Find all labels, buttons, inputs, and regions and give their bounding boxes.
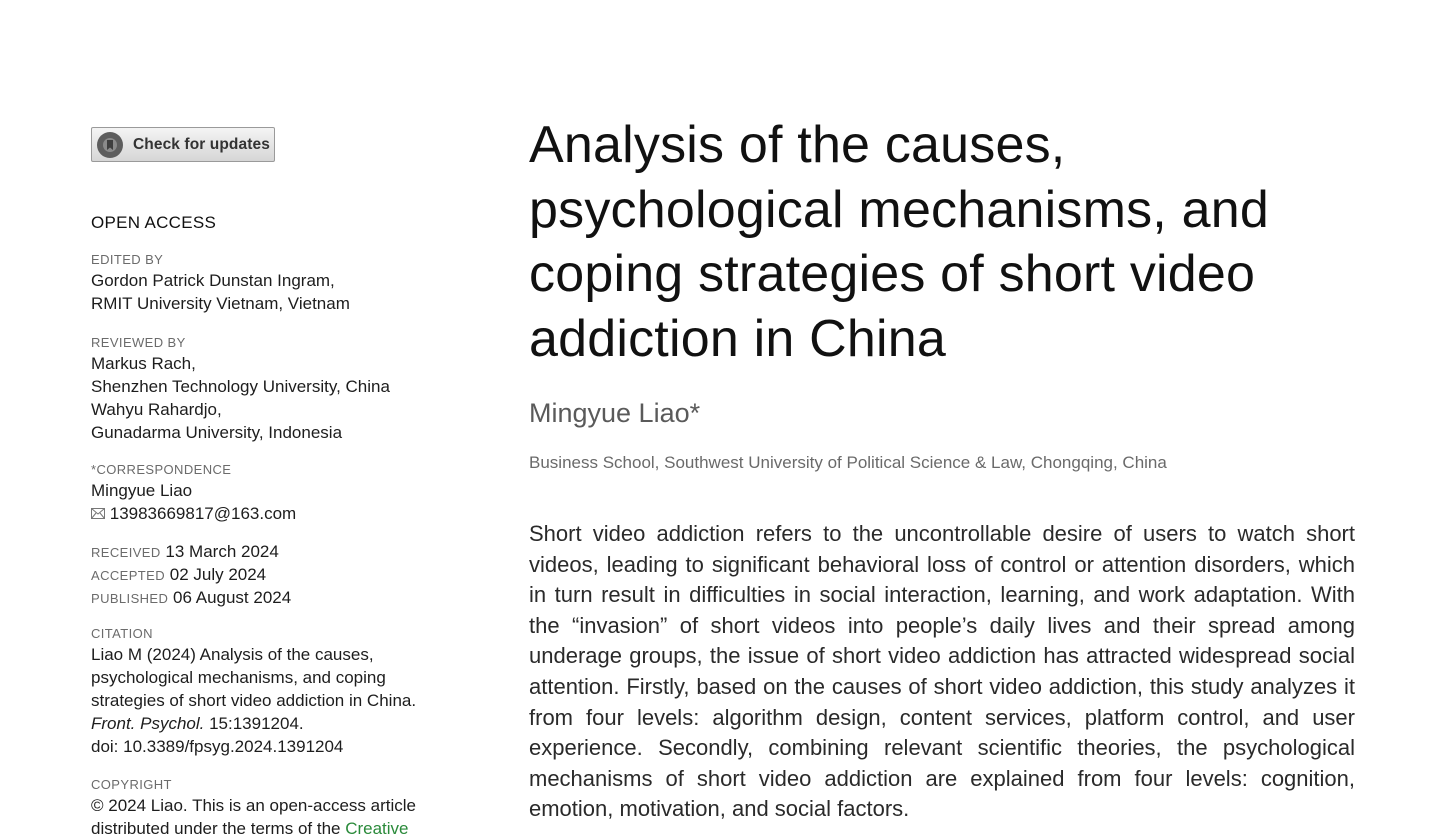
article-title — [529, 113, 1359, 371]
received-date: 13 March 2024 — [165, 542, 279, 561]
reviewer-name: Markus Rach, — [91, 354, 196, 373]
author-affiliation: Business School, Southwest University of Political Science & Law, Chongqing, China — [529, 453, 1167, 472]
citation-line: strategies of short video addiction in China. — [91, 691, 417, 710]
correspondence-label: *CORRESPONDENCE — [91, 462, 232, 477]
copyright-label: COPYRIGHT — [91, 777, 172, 792]
open-access-label: OPEN ACCESS — [91, 213, 217, 232]
copyright-line: © 2024 Liao. This is an open-access article — [91, 796, 417, 815]
correspondence-email-row[interactable] — [91, 502, 296, 525]
citation-line: Liao M (2024) Analysis of the causes, — [91, 645, 374, 664]
title-line: Analysis of the causes, — [529, 116, 1066, 174]
citation-line: psychological mechanisms, and coping — [91, 668, 386, 687]
reviewed-by-label: REVIEWED BY — [91, 335, 186, 350]
correspondence-section — [91, 461, 296, 525]
dates-section — [91, 540, 291, 609]
abstract-text: Short video addiction refers to the uncontrollable desire of users to watch short videos, leading to significant behavioral loss of control or attention disorders, which in turn result in difficulties in social interaction, learning, and work adaptation. With the “invasion” of short videos into people’s daily lives and their spread among underage groups, the issue of short video addiction has attracted widespread social attention. Firstly, based on the causes of short video addiction, this study analyzes it from four levels: algorithm design, content services, platform control, and user experience. Secondly, combining relevant scientific theories, the psychological mechanisms of short video addiction are explained from four levels: cognition, emotion, motivation, and social factors. — [529, 521, 1355, 822]
title-line: addiction in China — [529, 309, 946, 368]
correspondence-email[interactable]: 13983669817@163.com — [109, 504, 297, 523]
published-label: PUBLISHED — [91, 591, 169, 606]
reviewer-affiliation: Gunadarma University, Indonesia — [91, 423, 343, 442]
received-label: RECEIVED — [91, 545, 161, 560]
title-line: psychological mechanisms, and — [529, 180, 1269, 239]
accepted-date: 02 July 2024 — [169, 565, 267, 584]
author-name[interactable]: Mingyue Liao* — [529, 398, 701, 428]
envelope-icon — [91, 504, 110, 523]
edited-by-label: EDITED BY — [91, 252, 164, 267]
editor-name: Gordon Patrick Dunstan Ingram, — [91, 271, 335, 290]
citation-journal-row — [91, 712, 416, 735]
accepted-label: ACCEPTED — [91, 568, 165, 583]
bookmark-circle-icon — [97, 132, 123, 158]
citation-section — [91, 625, 416, 758]
citation-journal: Front. Psychol. — [91, 714, 205, 733]
title-line: coping strategies of short video — [529, 245, 1256, 303]
correspondence-name: Mingyue Liao — [91, 481, 193, 500]
editor-affiliation: RMIT University Vietnam, Vietnam — [91, 294, 350, 313]
reviewed-by-section — [91, 334, 390, 444]
published-row — [91, 586, 291, 609]
check-for-updates-label: Check for updates — [133, 135, 270, 153]
accepted-row — [91, 563, 291, 586]
check-for-updates-button[interactable] — [91, 127, 275, 162]
creative-commons-link[interactable]: Creative — [345, 819, 409, 838]
article-header — [529, 113, 1359, 822]
received-row — [91, 540, 291, 563]
citation-doi[interactable]: doi: 10.3389/fpsyg.2024.1391204 — [91, 737, 344, 756]
edited-by-section — [91, 251, 350, 315]
reviewer-name: Wahyu Rahardjo, — [91, 400, 222, 419]
copyright-section — [91, 776, 416, 840]
citation-label: CITATION — [91, 626, 153, 641]
published-date: 06 August 2024 — [173, 588, 292, 607]
copyright-line — [91, 817, 416, 840]
reviewer-affiliation: Shenzhen Technology University, China — [91, 377, 390, 396]
copyright-text: distributed under the terms of the — [91, 819, 346, 838]
citation-volume: 15:1391204. — [204, 714, 304, 733]
